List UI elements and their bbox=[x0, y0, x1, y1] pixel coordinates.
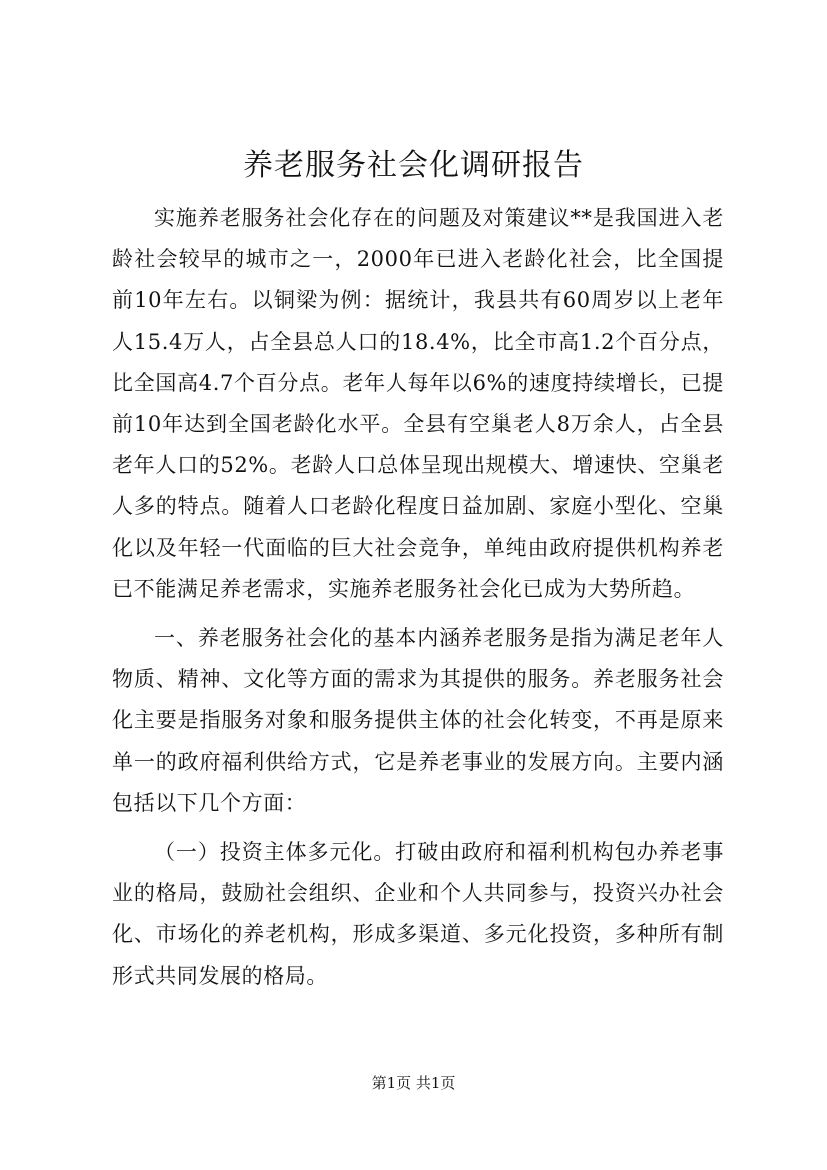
paragraph-intro: 实施养老服务社会化存在的问题及对策建议**是我国进入老龄社会较早的城市之一，2000年已进入老龄化社会，比全国提前10年左右。以铜梁为例：据统计，我县共有60周岁以上老年人15.4万人，占全县总人口的18.4%，比全市高1.2个百分点，比全国高4.7个百分点。老年人每年以6%的速度持续增长，已提前10年达到全国老龄化水平。全县有空巢老人8万余人，占全县老年人口的52%。老龄人口总体呈现出规模大、增速快、空巢老人多的特点。随着人口老龄化程度日益加剧、家庭小型化、空巢化以及年轻一代面临的巨大社会竞争，单纯由政府提供机构养老已不能满足养老需求，实施养老服务社会化已成为大势所趋。 bbox=[112, 206, 724, 601]
document-title: 养老服务社会化调研报告 bbox=[243, 148, 584, 183]
document-body bbox=[112, 198, 724, 997]
paragraph-subsection-one: （一）投资主体多元化。打破由政府和福利机构包办养老事业的格局，鼓励社会组织、企业和个人共同参与，投资兴办社会化、市场化的养老机构，形成多渠道、多元化投资，多种所有制形式共同发展的格局。 bbox=[112, 840, 724, 988]
paragraph-section-one: 一、养老服务社会化的基本内涵养老服务是指为满足老年人物质、精神、文化等方面的需求为其提供的服务。养老服务社会化主要是指服务对象和服务提供主体的社会化转变，不再是原来单一的政府福利供给方式，它是养老事业的发展方向。主要内涵包括以下几个方面： bbox=[112, 626, 724, 815]
page-number-footer: 第1页 共1页 bbox=[371, 1074, 456, 1092]
